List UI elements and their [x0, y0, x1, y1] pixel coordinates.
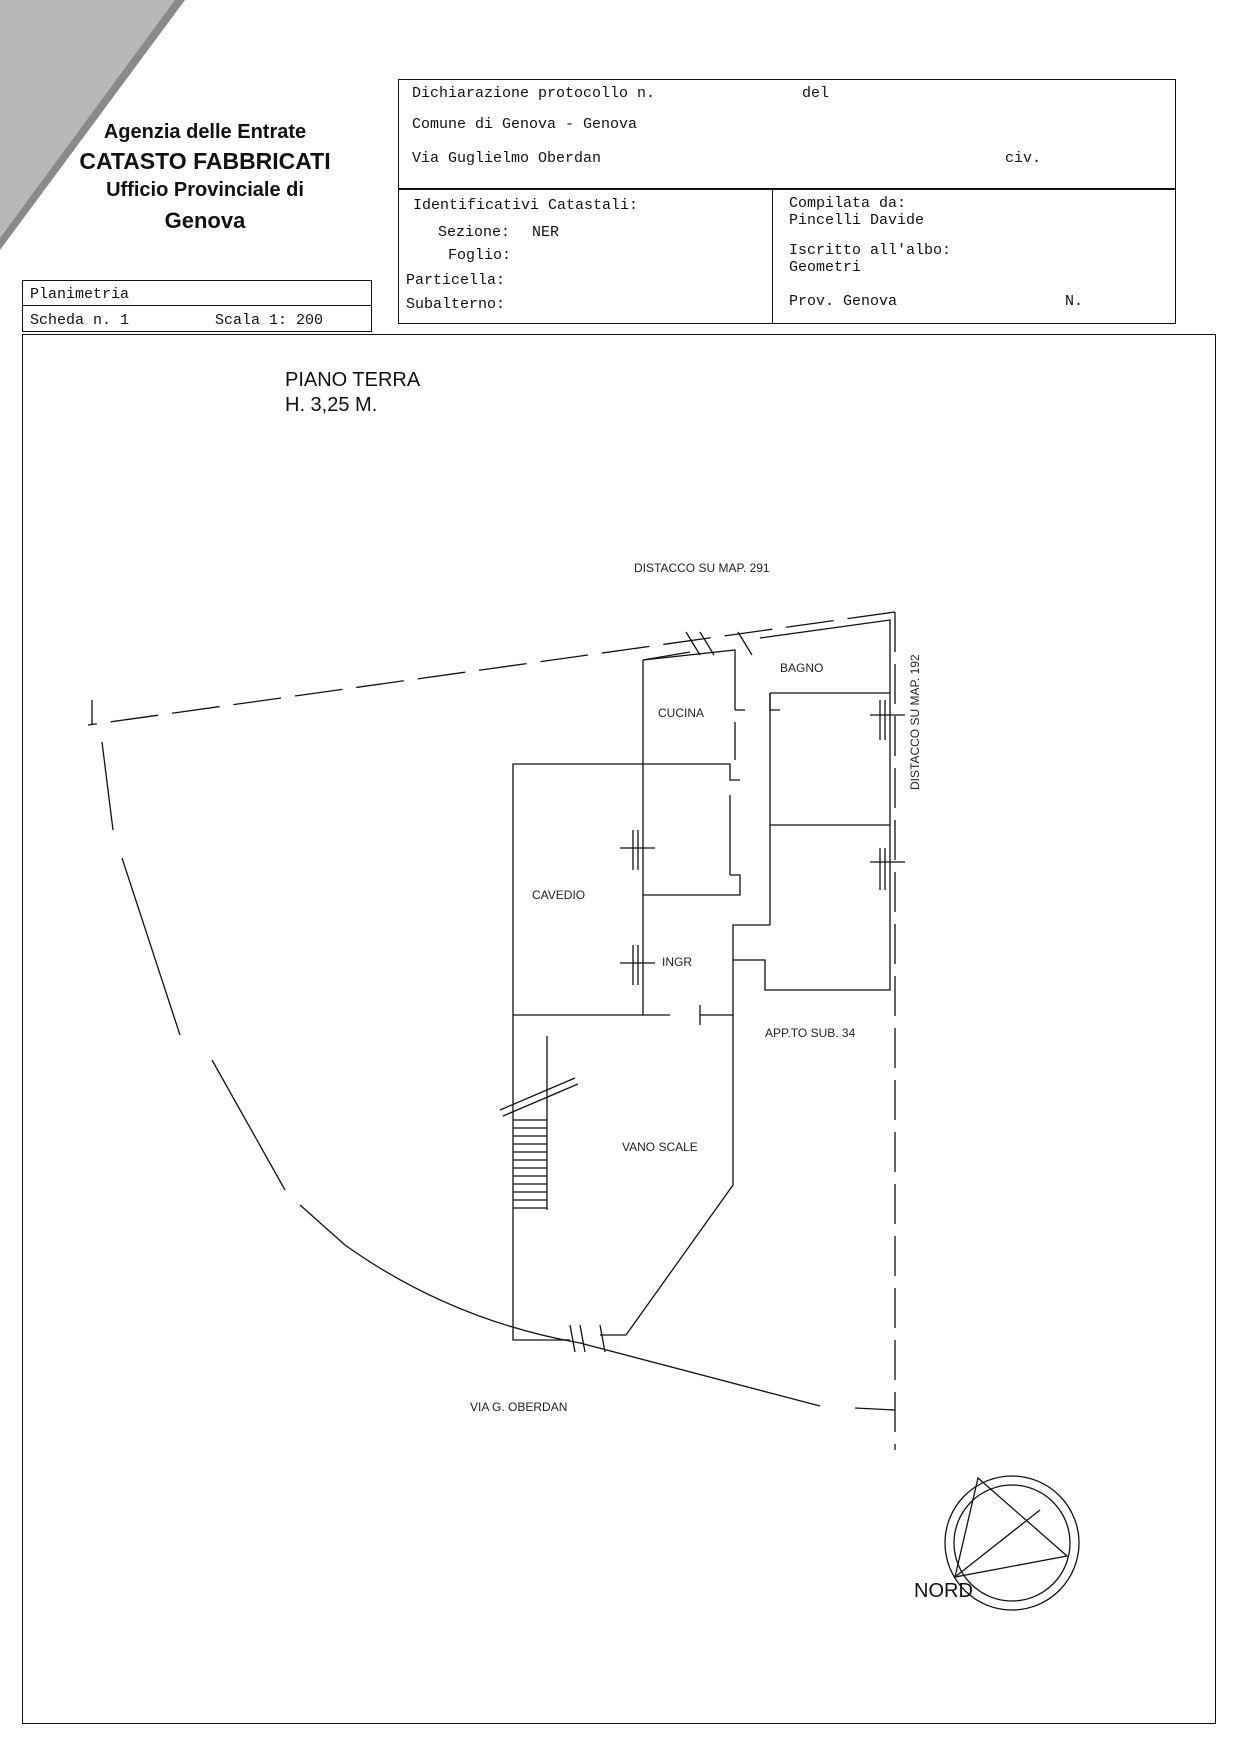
street-curve	[345, 1245, 820, 1406]
albo-value: Geometri	[789, 259, 862, 276]
boundary-left-b	[122, 858, 180, 1035]
n-label: N.	[1065, 293, 1084, 310]
ingr-label: INGR	[662, 955, 692, 969]
bagno-door-jamb	[770, 693, 780, 710]
civ-label: civ.	[1005, 150, 1042, 167]
distacco-right-label: DISTACCO SU MAP. 192	[908, 654, 922, 790]
via-oberdan-label: VIA G. OBERDAN	[470, 1400, 568, 1414]
del-label: del	[802, 85, 830, 102]
dichiarazione-label: Dichiarazione protocollo n.	[412, 85, 656, 102]
scheda-label: Scheda n. 1	[30, 312, 130, 329]
planimetria-label: Planimetria	[30, 286, 130, 303]
window-bagno	[870, 700, 905, 740]
via-label: Via Guglielmo Oberdan	[412, 150, 602, 167]
sezione-label: Sezione:	[438, 224, 511, 241]
nord-label: NORD	[914, 1580, 973, 1602]
subalterno-label: Subalterno:	[406, 296, 506, 313]
right-room-wall	[770, 693, 890, 825]
albo-label: Iscritto all'albo:	[789, 242, 952, 259]
altezza-label: H. 3,25 M.	[285, 394, 378, 416]
boundary-left-a	[102, 742, 113, 830]
vano-scale-label: VANO SCALE	[622, 1140, 698, 1154]
compilata-name: Pincelli Davide	[789, 212, 925, 229]
kitchen-wall	[643, 650, 735, 710]
catasto-title: CATASTO FABBRICATI	[79, 148, 331, 174]
appto-wall	[733, 925, 770, 960]
ufficio-label: Ufficio Provinciale di	[106, 179, 304, 201]
piano-label: PIANO TERRA	[285, 369, 421, 391]
sezione-value: NER	[532, 224, 560, 241]
window-cavedio	[620, 830, 655, 870]
building-left-wall	[513, 660, 643, 1340]
boundary-left-c	[212, 1060, 285, 1190]
foglio-label: Foglio:	[448, 247, 512, 264]
compilata-label: Compilata da:	[789, 195, 907, 212]
distacco-top-label: DISTACCO SU MAP. 291	[634, 561, 770, 575]
appto-label: APP.TO SUB. 34	[765, 1026, 856, 1040]
agency-name: Agenzia delle Entrate	[103, 121, 307, 143]
middle-room-bottom	[643, 764, 740, 895]
cavedio-label: CAVEDIO	[532, 888, 586, 902]
middle-room-wall	[643, 764, 740, 780]
prov-label: Prov. Genova	[789, 293, 898, 310]
identificativi-title: Identificativi Catastali:	[413, 197, 639, 214]
bagno-label: BAGNO	[780, 661, 824, 675]
comune-label: Comune di Genova - Genova	[412, 116, 638, 133]
ufficio-city: Genova	[164, 208, 246, 233]
street-curve-end	[855, 1408, 895, 1410]
staircase	[500, 1036, 578, 1210]
boundary-left-d	[300, 1205, 345, 1245]
boundary-top-line	[88, 612, 895, 725]
cucina-label: CUCINA	[658, 706, 705, 720]
window-right	[870, 848, 905, 890]
scala-label: Scala 1: 200	[215, 312, 324, 329]
particella-label: Particella:	[406, 272, 506, 289]
window-ingr	[620, 945, 655, 985]
